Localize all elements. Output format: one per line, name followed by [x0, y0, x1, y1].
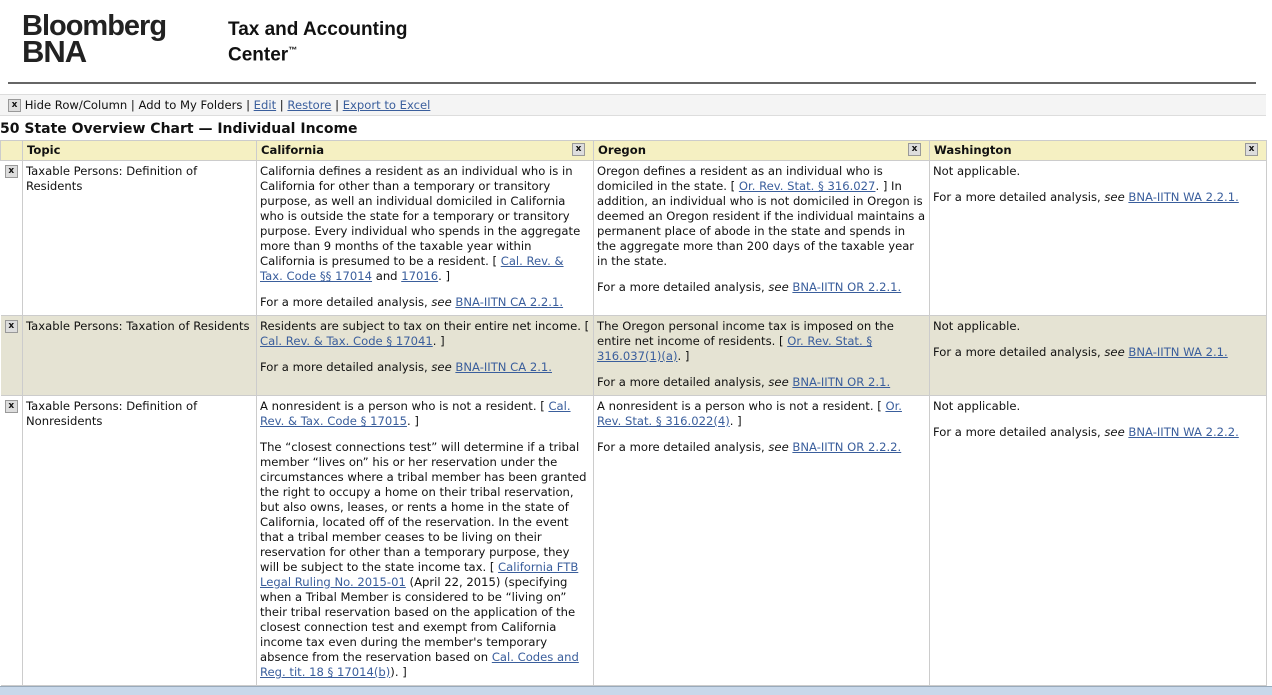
overview-chart-table [0, 140, 1267, 686]
cell-text: The Oregon personal income tax is imposed on the entire net income of residents. [ [597, 319, 894, 348]
separator: | [331, 98, 343, 112]
italic-text: see [768, 440, 789, 454]
cell-text: Not applicable. [933, 164, 1021, 178]
bloomberg-bna-logo[interactable] [22, 10, 167, 69]
column-label: California [261, 143, 325, 157]
row-marker [1, 316, 23, 396]
logo-line-2: BNA [22, 34, 87, 69]
row-marker [1, 161, 23, 316]
citation-link[interactable]: BNA-IITN WA 2.2.2. [1128, 425, 1239, 439]
citation-link[interactable]: BNA-IITN OR 2.1. [792, 375, 891, 389]
cell-paragraph [260, 360, 590, 375]
column-header-california [257, 141, 594, 161]
citation-link[interactable]: BNA-IITN OR 2.2.1. [792, 280, 902, 294]
column-header-washington [930, 141, 1267, 161]
cell-text: For a more detailed analysis, [933, 425, 1105, 439]
table-row [1, 316, 1267, 396]
toolbar [0, 94, 1266, 116]
cell-text: For a more detailed analysis, [933, 345, 1105, 359]
citation-link[interactable]: Cal. Rev. & Tax. Code § 17041 [260, 334, 433, 348]
restore-link[interactable]: Restore [287, 98, 332, 112]
hide-row-icon[interactable]: x [5, 165, 18, 178]
cell-text: (April 22, 2015) (specifying when a Tribal Member is considered to be “living on” their tribal reservation based on the application of the closest connection test and exempt from California income tax even during the member's temporary absence from the reservation based on [260, 575, 576, 664]
cell-paragraph [260, 295, 590, 310]
table-row [1, 161, 1267, 316]
table-row [1, 396, 1267, 686]
topic-cell [23, 161, 257, 316]
cell-paragraph [597, 375, 926, 390]
separator: | [242, 98, 254, 112]
citation-link[interactable]: BNA-IITN CA 2.2.1. [455, 295, 564, 309]
export-to-excel-link[interactable]: Export to Excel [342, 98, 431, 112]
italic-text: see [1104, 425, 1125, 439]
italic-text: see [431, 360, 452, 374]
cell-text: . ] [729, 414, 742, 428]
cell-paragraph [933, 319, 1263, 334]
column-header-oregon [594, 141, 930, 161]
citation-link[interactable]: Cal. Rev. & Tax. Code § 17015 [260, 399, 571, 428]
row-marker [1, 396, 23, 686]
cell-text: For a more detailed analysis, [260, 295, 432, 309]
citation-link[interactable]: BNA-IITN WA 2.1. [1128, 345, 1228, 359]
cell-text: For a more detailed analysis, [260, 360, 432, 374]
cell-text: The “closest connections test” will determine if a tribal member “lives on” his or her reservation under the circumstances where a tribal member has been granted the right to occupy a home on their tribal reservation, but also owns, leases, or rents a home in the state of California, located off of the reservation. In the event that a tribal member ceases to be living on their reservation for other than a temporary purpose, they will be subject to the state income tax. [ [260, 440, 587, 574]
state-cell [930, 161, 1267, 316]
italic-text: see [431, 295, 452, 309]
italic-text: see [1104, 190, 1125, 204]
italic-text: see [768, 280, 789, 294]
cell-text: Residents are subject to tax on their entire net income. [ [260, 319, 590, 333]
marker-header [1, 141, 23, 161]
cell-paragraph [933, 425, 1263, 440]
cell-paragraph [260, 319, 590, 349]
citation-link[interactable]: Or. Rev. Stat. § 316.027 [738, 179, 876, 193]
site-header [0, 0, 1272, 84]
cell-text: For a more detailed analysis, [933, 190, 1105, 204]
cell-paragraph [597, 164, 926, 269]
italic-text: see [1104, 345, 1125, 359]
state-cell [594, 316, 930, 396]
cell-text: For a more detailed analysis, [597, 440, 769, 454]
citation-link[interactable]: 17016 [401, 269, 439, 283]
hide-column-icon[interactable]: x [1245, 143, 1258, 156]
cell-text: ). ] [390, 665, 407, 679]
cell-paragraph [260, 399, 590, 429]
state-cell [930, 316, 1267, 396]
citation-link[interactable]: BNA-IITN OR 2.2.2. [792, 440, 902, 454]
cell-text: . ] [406, 414, 419, 428]
topic-label: Taxable Persons: Definition of Nonresidents [26, 399, 198, 428]
cell-paragraph [597, 280, 926, 295]
column-header-topic [23, 141, 257, 161]
cell-text: Not applicable. [933, 399, 1021, 413]
cell-paragraph [933, 164, 1263, 179]
separator: | [127, 98, 139, 112]
cell-paragraph [933, 345, 1263, 360]
cell-text: For a more detailed analysis, [597, 280, 769, 294]
product-title-line-1: Tax and Accounting [228, 19, 408, 40]
cell-text: Oregon defines a resident as an individual who is domiciled in the state. [ [597, 164, 883, 193]
italic-text: see [768, 375, 789, 389]
state-cell [594, 396, 930, 686]
header-divider [8, 82, 1256, 84]
cell-text: For a more detailed analysis, [597, 375, 769, 389]
add-to-folders-label[interactable]: Add to My Folders [138, 98, 243, 112]
cell-text: Not applicable. [933, 319, 1021, 333]
hide-column-icon[interactable]: x [908, 143, 921, 156]
state-cell [930, 396, 1267, 686]
logo-line-1: Bloomberg [22, 10, 167, 42]
column-label: Washington [934, 143, 1012, 157]
hide-row-icon[interactable]: x [5, 320, 18, 333]
product-title-line-2: Center [228, 44, 289, 66]
cell-text: . ] [432, 334, 445, 348]
edit-link[interactable]: Edit [253, 98, 277, 112]
cell-text: and [372, 269, 402, 283]
column-label: Oregon [598, 143, 646, 157]
cell-text: . ] [677, 349, 690, 363]
cell-paragraph [260, 164, 590, 284]
page-title: 50 State Overview Chart — Individual Income [0, 121, 358, 137]
topic-label: Taxable Persons: Taxation of Residents [26, 319, 250, 333]
close-icon[interactable]: x [8, 99, 21, 112]
citation-link[interactable]: BNA-IITN CA 2.1. [455, 360, 552, 374]
state-cell [257, 161, 594, 316]
column-label: Topic [27, 143, 61, 157]
citation-link[interactable]: Cal. Rev. & Tax. Code §§ 17014 [260, 254, 564, 283]
state-cell [257, 316, 594, 396]
header-row [1, 141, 1267, 161]
citation-link[interactable]: California FTB Legal Ruling No. 2015-01 [260, 560, 579, 589]
cell-paragraph [597, 440, 926, 455]
cell-paragraph [933, 399, 1263, 414]
citation-link[interactable]: BNA-IITN WA 2.2.1. [1128, 190, 1239, 204]
cell-paragraph [260, 440, 590, 680]
trademark: ™ [288, 45, 298, 55]
citation-link[interactable]: Or. Rev. Stat. § 316.022(4) [597, 399, 902, 428]
citation-link[interactable]: Or. Rev. Stat. § 316.037(1)(a) [597, 334, 873, 363]
cell-text: . ] In addition, an individual who is not domiciled in Oregon is deemed an Oregon resident if the individual maintains a permanent place of abode in the state and spends in the aggregate more than 200 days of the taxable year in the state. [597, 179, 926, 268]
hide-row-icon[interactable]: x [5, 400, 18, 413]
cell-paragraph [597, 399, 926, 429]
topic-cell [23, 396, 257, 686]
hide-column-icon[interactable]: x [572, 143, 585, 156]
citation-link[interactable]: Cal. Codes and Reg. tit. 18 § 17014(b) [260, 650, 579, 679]
separator: | [276, 98, 288, 112]
state-cell [257, 396, 594, 686]
cell-text: . ] [438, 269, 451, 283]
topic-cell [23, 316, 257, 396]
cell-text: California defines a resident as an individual who is in California for other than a temporary or transitory purpose, as well an individual domiciled in California who is outside the state for a temporary or transitory purpose. Every individual who spends in the aggregate more than 9 months of the taxable year within California is presumed to be a resident. [ [260, 164, 581, 268]
state-cell [594, 161, 930, 316]
cell-paragraph [597, 319, 926, 364]
cell-text: A nonresident is a person who is not a resident. [ [597, 399, 886, 413]
cell-paragraph [933, 190, 1263, 205]
topic-label: Taxable Persons: Definition of Residents [26, 164, 198, 193]
product-title [228, 20, 407, 65]
hide-row-column-label: Hide Row/Column [24, 98, 128, 112]
cell-text: A nonresident is a person who is not a resident. [ [260, 399, 549, 413]
